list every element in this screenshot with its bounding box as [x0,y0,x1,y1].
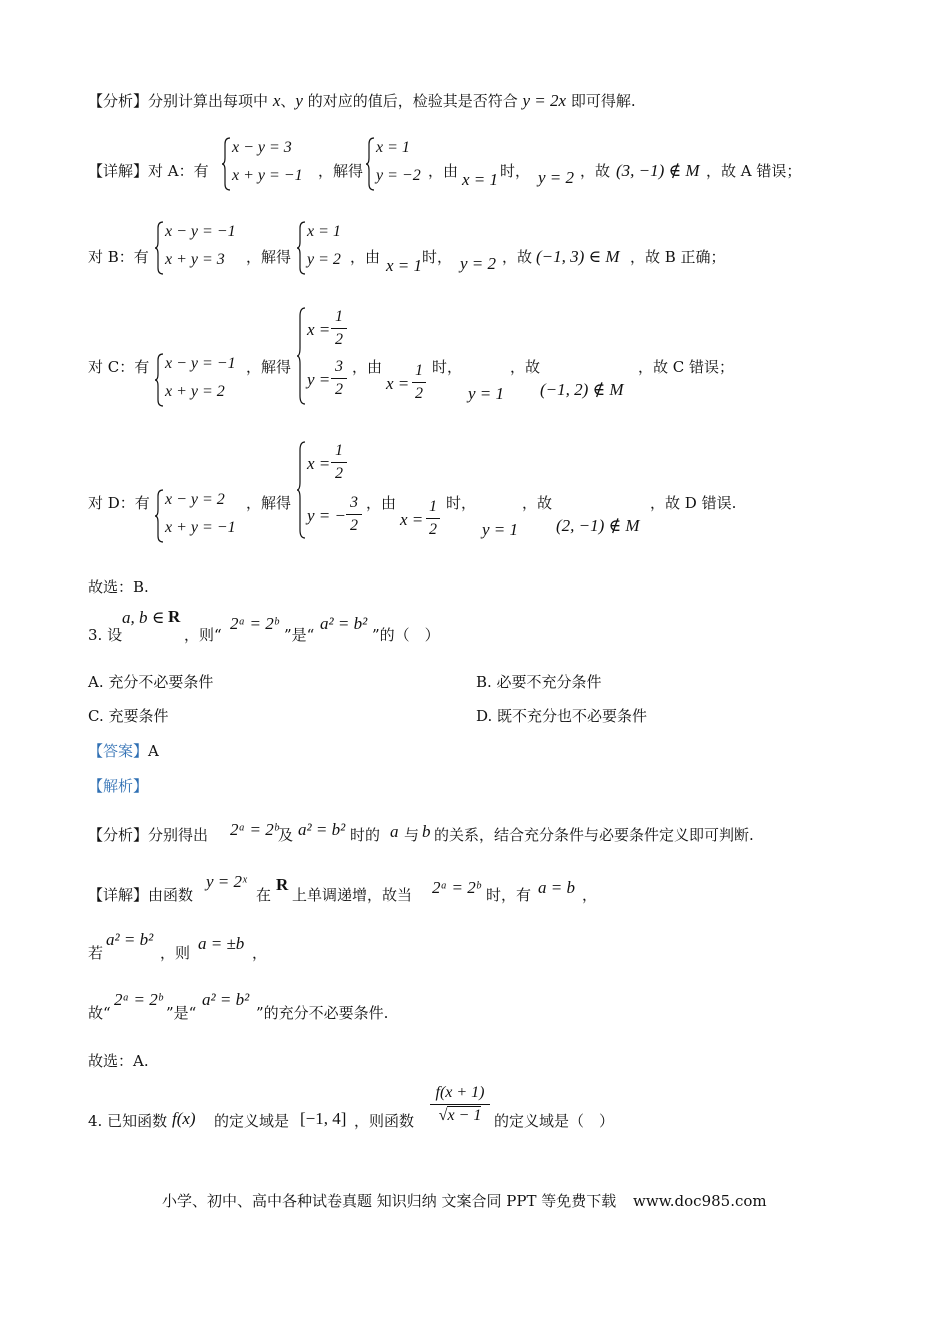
text: 在 [256,886,272,904]
math: x = 1 [386,256,423,275]
q2-choice: 故选：B. [88,578,149,596]
q3-answer [88,740,159,762]
text: 对 B：有 [88,248,149,266]
text: 对 D：有 [88,494,150,512]
math: a² = b² [202,990,250,1009]
brace-icon [297,306,307,406]
fraction-bar [430,1104,490,1105]
math: f(x) [172,1109,196,1128]
text: 即可得解. [570,92,636,110]
denominator: 2 [350,517,358,534]
detail-prefix [88,160,209,181]
text: ”是“ [166,1004,197,1022]
answer-label: 【答案】 [88,742,149,760]
option-a: A. 充分不必要条件 [88,673,214,691]
fraction-bar [346,514,362,515]
footer-text: 小学、初中、高中各种试卷真题 知识归纳 文案合同 PPT 等免费下载 [162,1192,617,1210]
fraction [412,362,426,403]
fraction-bar [331,462,347,463]
text: ，故 [580,162,611,180]
question-number: 3. 设 [88,626,123,644]
math: x = [307,320,331,339]
brace-icon [155,352,165,408]
brace-icon [155,488,165,544]
brace-icon [297,220,307,276]
numerator: 1 [335,442,343,459]
numerator: 3 [350,494,358,511]
math: a² = b² [298,820,346,839]
denominator [430,1107,490,1125]
option-c: C. 充要条件 [88,707,169,725]
fraction [430,1084,490,1125]
text: ，故 C 错误； [638,358,735,376]
question-text: 4. 已知函数 [88,1112,168,1130]
fraction-bar [412,382,426,383]
option-d: D. 既不充分也不必要条件 [476,707,648,725]
denominator: 2 [335,465,343,482]
text [88,884,193,905]
text: ， [582,886,598,904]
equation: x + y = 3 [165,251,225,268]
text: ，由 [350,248,381,266]
fraction [331,358,347,399]
text: ，故 [510,358,541,376]
math: a [390,822,399,841]
math: x = 1 [462,170,499,189]
equation: y = −2 [376,167,421,184]
text [88,824,208,845]
equation: x = 1 [307,223,341,240]
radicand: x − 1 [447,1107,482,1124]
math: 2ᵃ = 2ᵇ [432,878,481,897]
denominator: 2 [429,521,437,538]
equation: y = 2 [307,251,341,268]
math: (−1, 2) ∉ M [540,380,624,399]
fraction-bar [331,378,347,379]
text: ，则 [160,944,191,962]
text: 、 [280,92,296,110]
sqrt-icon: √ [438,1107,448,1124]
math: R [168,607,181,626]
math: y [295,91,303,110]
numerator: 1 [335,308,343,325]
text: 的定义域是 [214,1112,290,1130]
equation: x + y = −1 [232,167,303,184]
fraction [331,308,347,349]
math: y = 1 [468,384,505,403]
brace-icon [155,220,165,276]
text: 时，有 [486,886,532,904]
text: ， [252,944,268,962]
equation: x − y = 2 [165,491,225,508]
text: 及 [278,826,294,844]
text: 对 A：有 [148,162,209,180]
answer-value: A [148,742,159,760]
text: 上单调递增，故当 [292,886,413,904]
text: 的对应的值后，检验其是否符合 [307,92,518,110]
text: ，解得 [246,494,292,512]
text: ，则函数 [354,1112,415,1130]
equation: x = 1 [376,139,410,156]
q3-explain-label: 【解析】 [88,777,149,795]
option-b: B. 必要不充分条件 [476,673,602,691]
text: 的关系，结合充分条件与必要条件定义即可判断. [434,826,754,844]
text: 由函数 [148,886,194,904]
brace-icon [222,136,232,192]
math: y = 2 [538,168,575,187]
text: ”的充分不必要条件. [256,1004,389,1022]
fraction [346,494,362,535]
text: ，故 B 正确； [630,248,726,266]
equation: x + y = 2 [165,383,225,400]
math: y = 2ˣ [206,872,247,891]
detail-label: 【详解】 [88,162,149,180]
fraction [426,498,440,539]
math: x = [400,510,424,529]
math: a, b ∈ [122,608,165,627]
math: y = 2 [460,254,497,273]
text: 故“ [88,1004,111,1022]
detail-label: 【详解】 [88,886,149,904]
fraction-bar [331,328,347,329]
text: 的定义域是（ ） [494,1112,615,1130]
text: 与 [404,826,420,844]
denominator: 2 [335,331,343,348]
numerator: 1 [415,362,423,379]
math: [−1, 4] [300,1109,347,1128]
text: ”是“ [284,626,315,644]
math: y = − [307,506,346,525]
text: ，故 [522,494,553,512]
text: 时的 [350,826,381,844]
fraction [331,442,347,483]
math: a² = b² [320,614,368,633]
math: (2, −1) ∉ M [556,516,640,535]
equation: x − y = −1 [165,223,236,240]
text: 时， [446,494,477,512]
text: 分别计算出每项中 [148,92,269,110]
brace-icon [297,440,307,540]
text: ，则“ [184,626,222,644]
fraction-bar [426,518,440,519]
numerator: f(x + 1) [435,1084,485,1101]
page-footer [162,1190,779,1211]
math: y = 1 [482,520,519,539]
math: x = [307,454,331,473]
text: 对 C：有 [88,358,150,376]
math: a = ±b [198,934,245,953]
text: ，由 [428,162,459,180]
numerator: 3 [335,358,343,375]
math: b [422,822,431,841]
denominator: 2 [415,385,423,402]
text: ，解得 [318,162,364,180]
text: ”的（ ） [372,626,440,644]
math: x = [386,374,410,393]
equation: x + y = −1 [165,519,236,536]
math: a² = b² [106,930,154,949]
equation: x − y = −1 [165,355,236,372]
math: 2ᵃ = 2ᵇ [230,820,279,839]
math: x [272,91,281,110]
text: ，故 A 错误； [706,162,802,180]
math: R [276,875,289,894]
math: (−1, 3) ∈ M [536,247,620,266]
solution-system [297,220,357,276]
text: ，故 [502,248,533,266]
text: 时， [500,162,531,180]
numerator: 1 [429,498,437,515]
text: ，由 [366,494,397,512]
math: (3, −1) ∉ M [616,161,700,180]
math: a = b [538,878,575,897]
q2-analysis [88,90,636,112]
text: ，故 D 错误. [650,494,737,512]
brace-icon [366,136,376,192]
analysis-label: 【分析】 [88,92,149,110]
math: y = 2x [522,91,567,110]
denominator: 2 [335,381,343,398]
text: ，解得 [246,358,292,376]
text: 时， [432,358,463,376]
math: 2ᵃ = 2ᵇ [114,990,163,1009]
analysis-label: 【分析】 [88,826,149,844]
text: ，由 [352,358,383,376]
text: 分别得出 [148,826,209,844]
text: 时， [422,248,453,266]
text: 若 [88,944,104,962]
text: ，解得 [246,248,292,266]
equation: x − y = 3 [232,139,292,156]
q3-choice: 故选：A. [88,1052,149,1070]
math: 2ᵃ = 2ᵇ [230,614,279,633]
math: y = [307,370,331,389]
footer-url: www.doc985.com [633,1192,767,1210]
